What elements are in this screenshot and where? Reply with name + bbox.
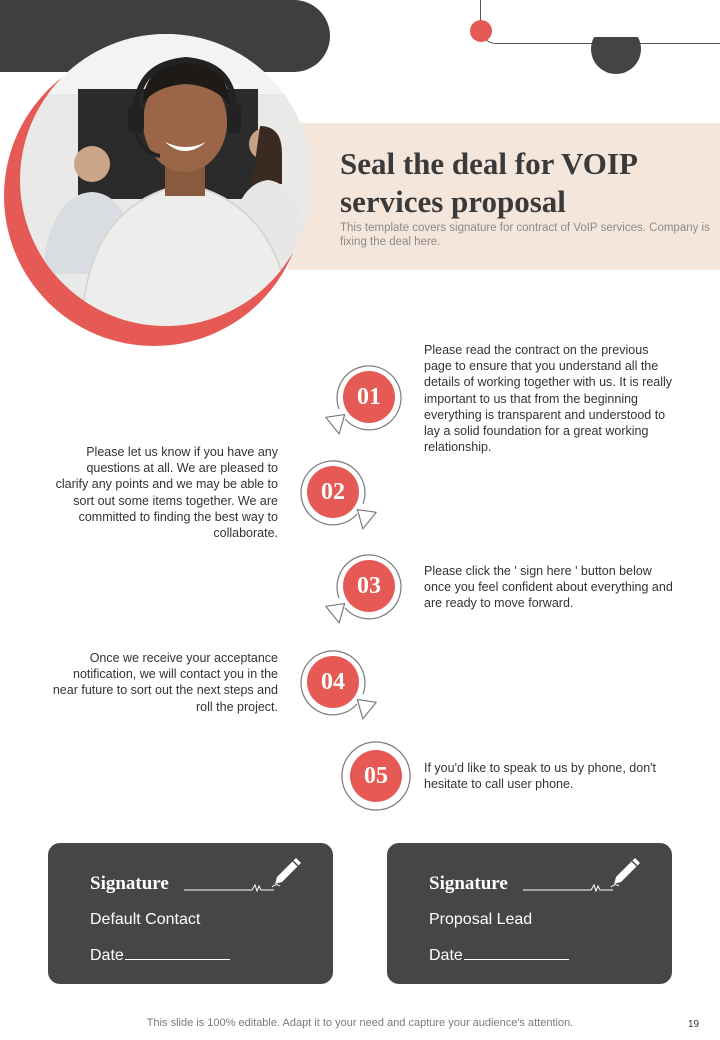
step-03-text: Please click the ' sign here ' button below once you feel confident about everything and are ready to move forward. [424, 564, 673, 611]
pen-icon [270, 855, 304, 889]
date-underline [125, 946, 230, 960]
step-01 [329, 357, 409, 437]
signature-label: Signature [90, 873, 169, 894]
step-number: 02 [321, 479, 345, 505]
step-02 [293, 452, 373, 532]
step-number: 01 [357, 384, 381, 410]
signature-scribble-line [523, 879, 613, 893]
signature-date-field[interactable] [429, 946, 569, 965]
date-underline [464, 946, 569, 960]
signature-card-proposal-lead[interactable] [387, 843, 672, 984]
date-label: Date [90, 947, 124, 964]
step-number: 05 [364, 763, 388, 789]
signature-label: Signature [429, 873, 508, 894]
signature-card-default-contact[interactable] [48, 843, 333, 984]
page-number: 19 [688, 1019, 700, 1030]
footer-note: This slide is 100% editable. Adapt it to your need and capture your audience's attention. [146, 1017, 574, 1029]
signature-scribble-line [184, 879, 274, 893]
signer-name: Default Contact [90, 911, 201, 928]
step-05 [336, 736, 416, 816]
step-number: 04 [321, 669, 345, 695]
step-02-text: Please let us know if you have any questions at all. We are pleased to clarify any points and we may be able to sort out some items together. We are committed to finding the best way to collaborate. [55, 445, 278, 541]
step-04-text: Once we receive your acceptance notification, we will contact you in the near future to sort out the next steps and roll the project. [52, 651, 278, 714]
step-05-text: If you'd like to speak to us by phone, don't hesitate to call user phone. [424, 761, 657, 792]
signature-date-field[interactable] [90, 946, 230, 965]
decorative-mask [585, 0, 655, 37]
step-number: 03 [357, 573, 381, 599]
signer-name: Proposal Lead [429, 911, 533, 928]
page-title: Seal the deal for VOIP services proposal [340, 146, 637, 219]
step-01-text: Please read the contract on the previous page to ensure that you understand all the details of working together with us. It is really important to us that from the beginning everything is transparent and understood to lay a solid foundation for a great working relationship. [424, 343, 673, 455]
call-center-agent-photo [20, 34, 312, 326]
step-04 [293, 642, 373, 722]
pen-icon [609, 855, 643, 889]
step-03 [329, 546, 409, 626]
date-label: Date [429, 947, 463, 964]
page-subtitle: This template covers signature for contract of VoIP services. Company is fixing the deal here. [340, 222, 710, 248]
decorative-red-dot [470, 20, 492, 42]
